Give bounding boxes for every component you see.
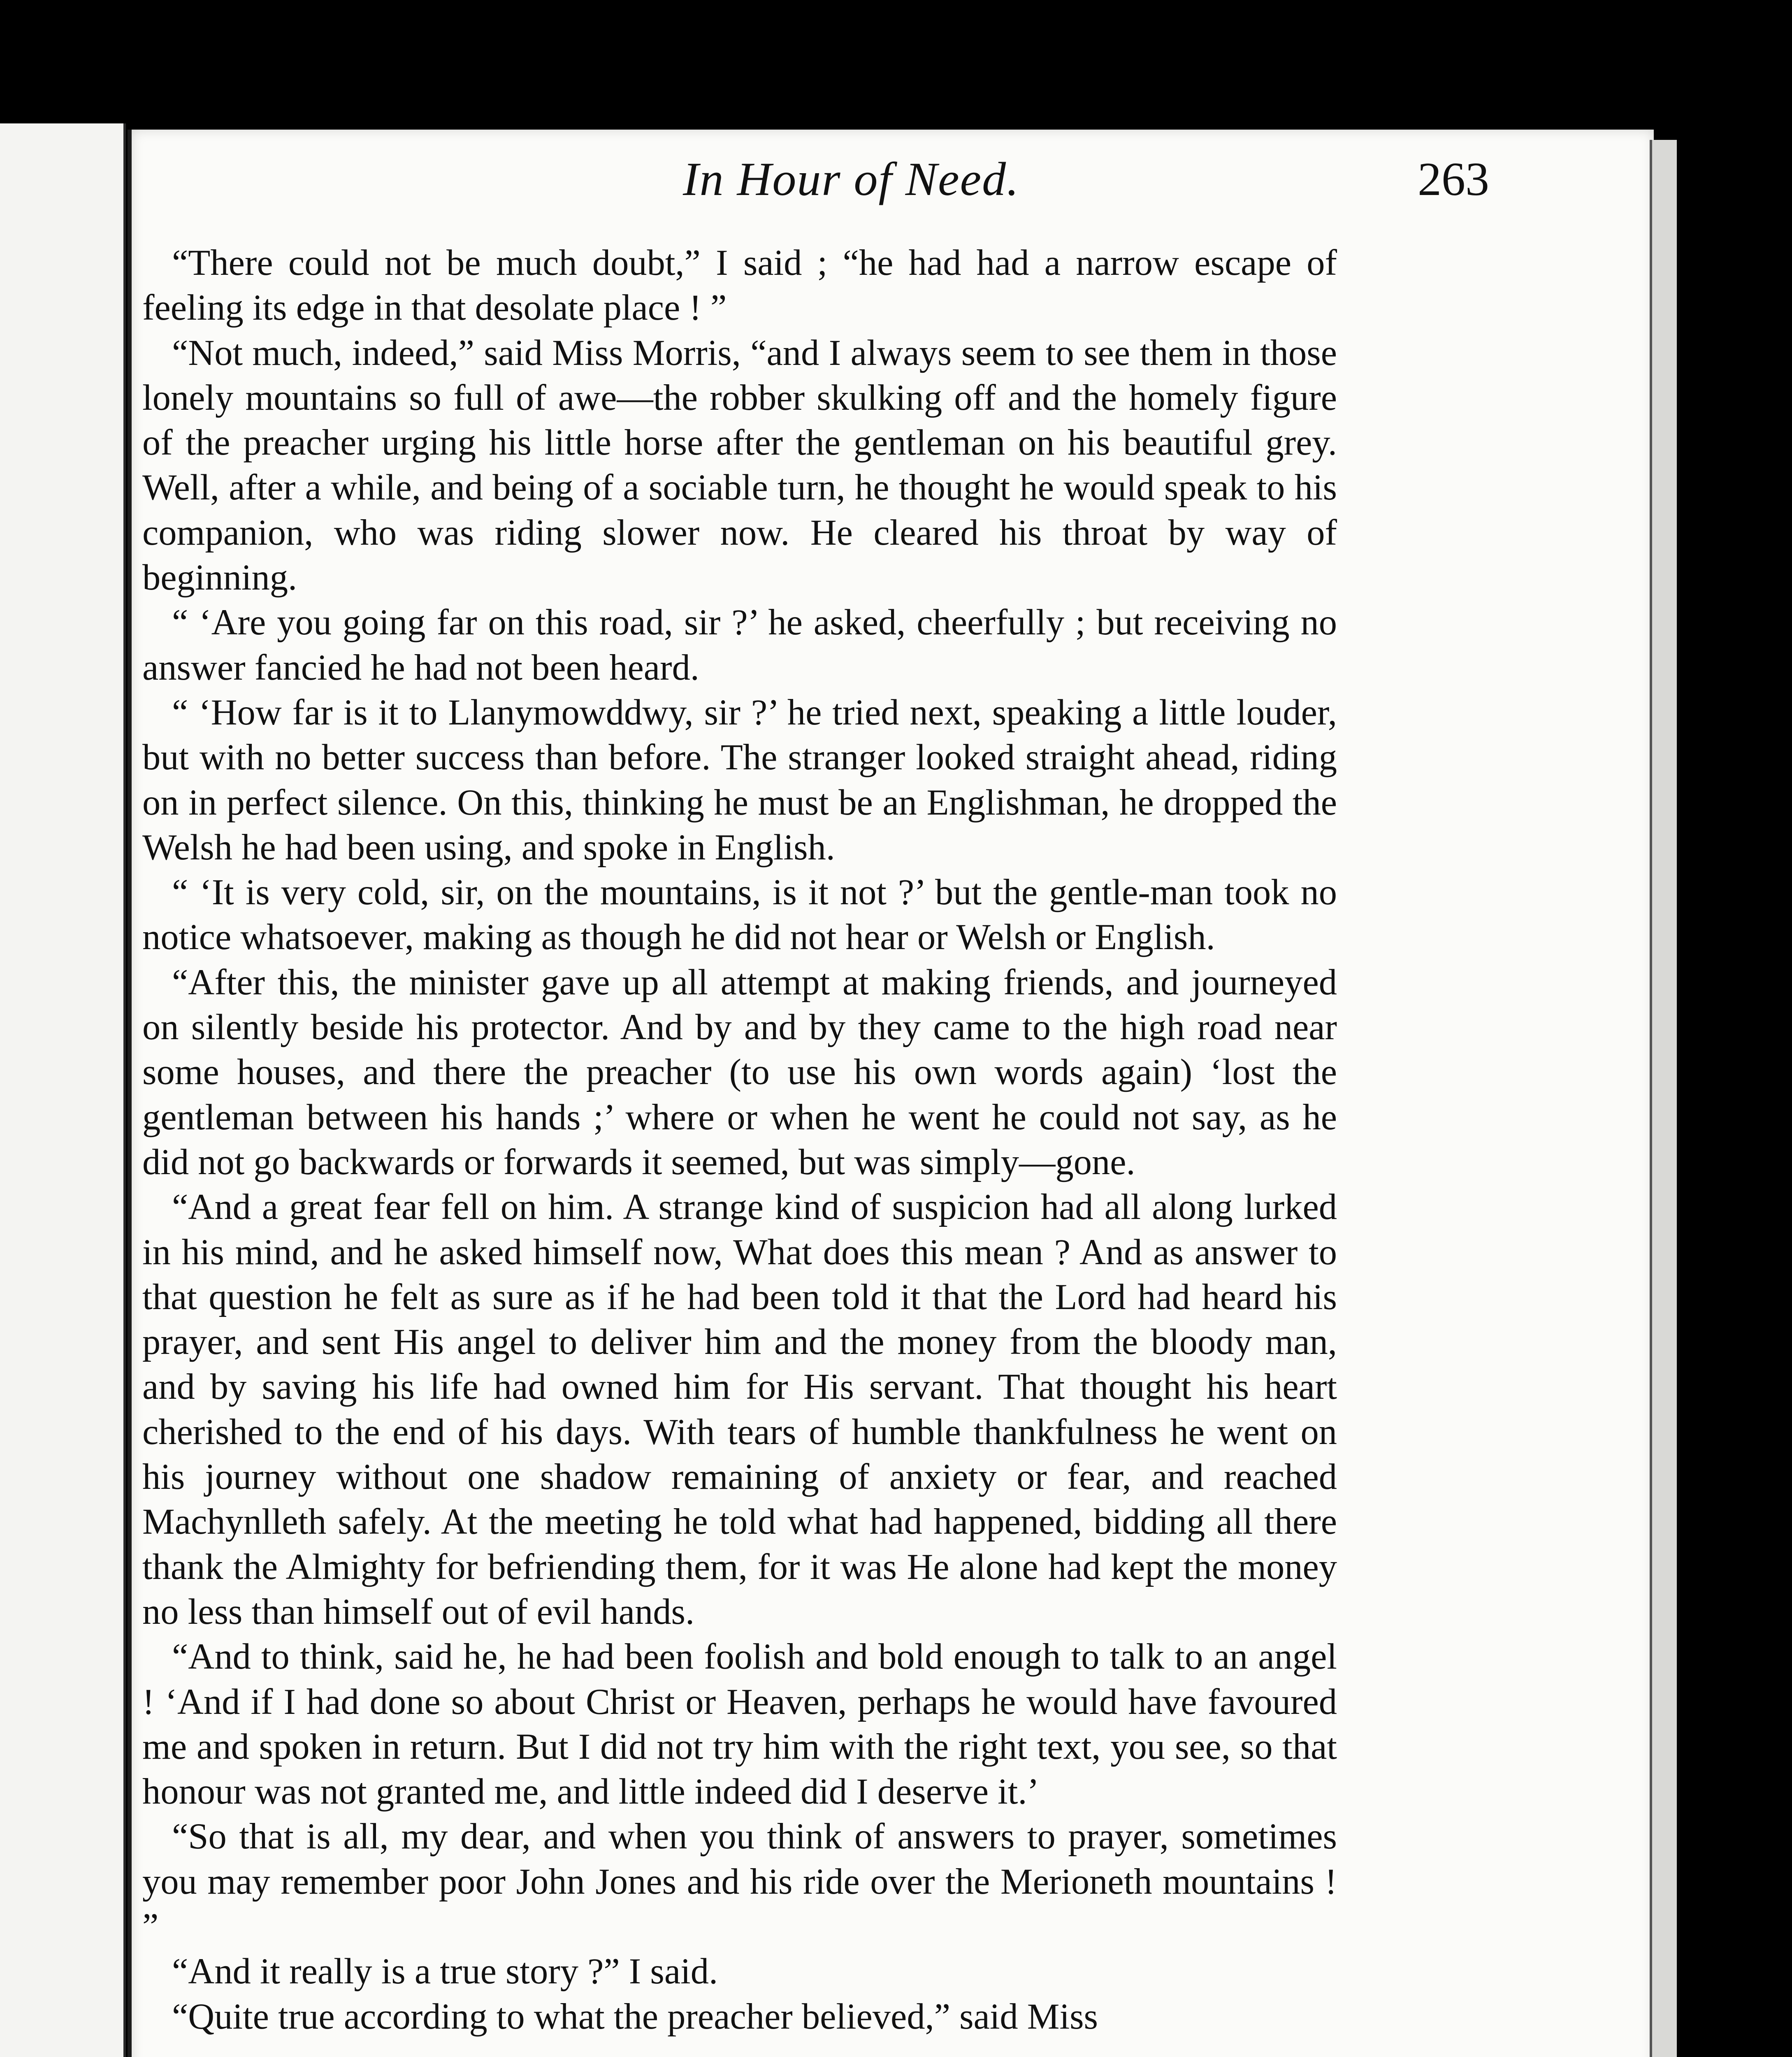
paragraph: “After this, the minister gave up all attempt at making friends, and journeyed on silently beside his protector. And by and by they came to the high road near some houses, and there the preacher (to use his own words again) ‘lost the gentleman between his hands ;’ where or when he went he could not say, as he did not go backwards or forwards it seemed, but was simply—gone. bbox=[142, 962, 1337, 1182]
paragraph: “Quite true according to what the preacher believed,” said Miss bbox=[172, 1996, 1098, 2037]
running-head bbox=[136, 152, 1489, 226]
page-number: 263 bbox=[1418, 153, 1489, 206]
paragraph: “And to think, said he, he had been foolish and bold enough to talk to an angel ! ‘And if I had done so about Christ or Heaven, perhaps he would have favoured me and spoken in return. But I did not try him with the right text, you see, so that honour was not granted me, and little indeed did I deserve it.’ bbox=[142, 1637, 1337, 1812]
paragraph: “ ‘How far is it to Llanymowddwy, sir ?’ he tried next, speaking a little louder, but with no better success than before. The stranger looked straight ahead, riding on in perfect silence. On this, thinking he must be an Englishman, he dropped the Welsh he had been using, and spoke in English. bbox=[142, 692, 1337, 868]
page-fore-edge bbox=[1650, 140, 1677, 2057]
facing-page-edge bbox=[0, 123, 126, 2057]
paragraph: “So that is all, my dear, and when you think of answers to prayer, sometimes you may remember poor John Jones and his ride over the Merioneth mountains ! ” bbox=[142, 1816, 1337, 1947]
paragraph: “And it really is a true story ?” I said. bbox=[172, 1951, 718, 1992]
paragraph: “ ‘Are you going far on this road, sir ?’ he asked, cheerfully ; but receiving no answer fancied he had not been heard. bbox=[142, 602, 1337, 688]
paragraph: “ ‘It is very cold, sir, on the mountains, is it not ?’ but the gentle-man took no notice whatsoever, making as though he did not hear or Welsh or English. bbox=[142, 872, 1337, 958]
running-title: In Hour of Need. bbox=[683, 153, 1020, 206]
paragraph: “There could not be much doubt,” I said ; “he had had a narrow escape of feeling its edge in that desolate place ! ” bbox=[142, 243, 1337, 328]
body-text bbox=[142, 241, 1337, 2039]
paragraph: “And a great fear fell on him. A strange kind of suspicion had all along lurked in his mind, and he asked himself now, What does this mean ? And as answer to that question he felt as sure as if he had been told it that the Lord had heard his prayer, and sent His angel to deliver him and the money from the bloody man, and by saving his life had owned him for His servant. That thought his heart cherished to the end of his days. With tears of humble thankfulness he went on his journey without one shadow remaining of anxiety or fear, and reached Machynlleth safely. At the meeting he told what had happened, bidding all there thank the Almighty for befriending them, for it was He alone had kept the money no less than himself out of evil hands. bbox=[142, 1187, 1337, 1632]
paragraph: “Not much, indeed,” said Miss Morris, “and I always seem to see them in those lonely mountains so full of awe—the robber skulking off and the homely figure of the preacher urging his little horse after the gentleman on his beautiful grey. Well, after a while, and being of a sociable turn, he thought he would speak to his companion, who was riding slower now. He cleared his throat by way of beginning. bbox=[142, 332, 1337, 598]
